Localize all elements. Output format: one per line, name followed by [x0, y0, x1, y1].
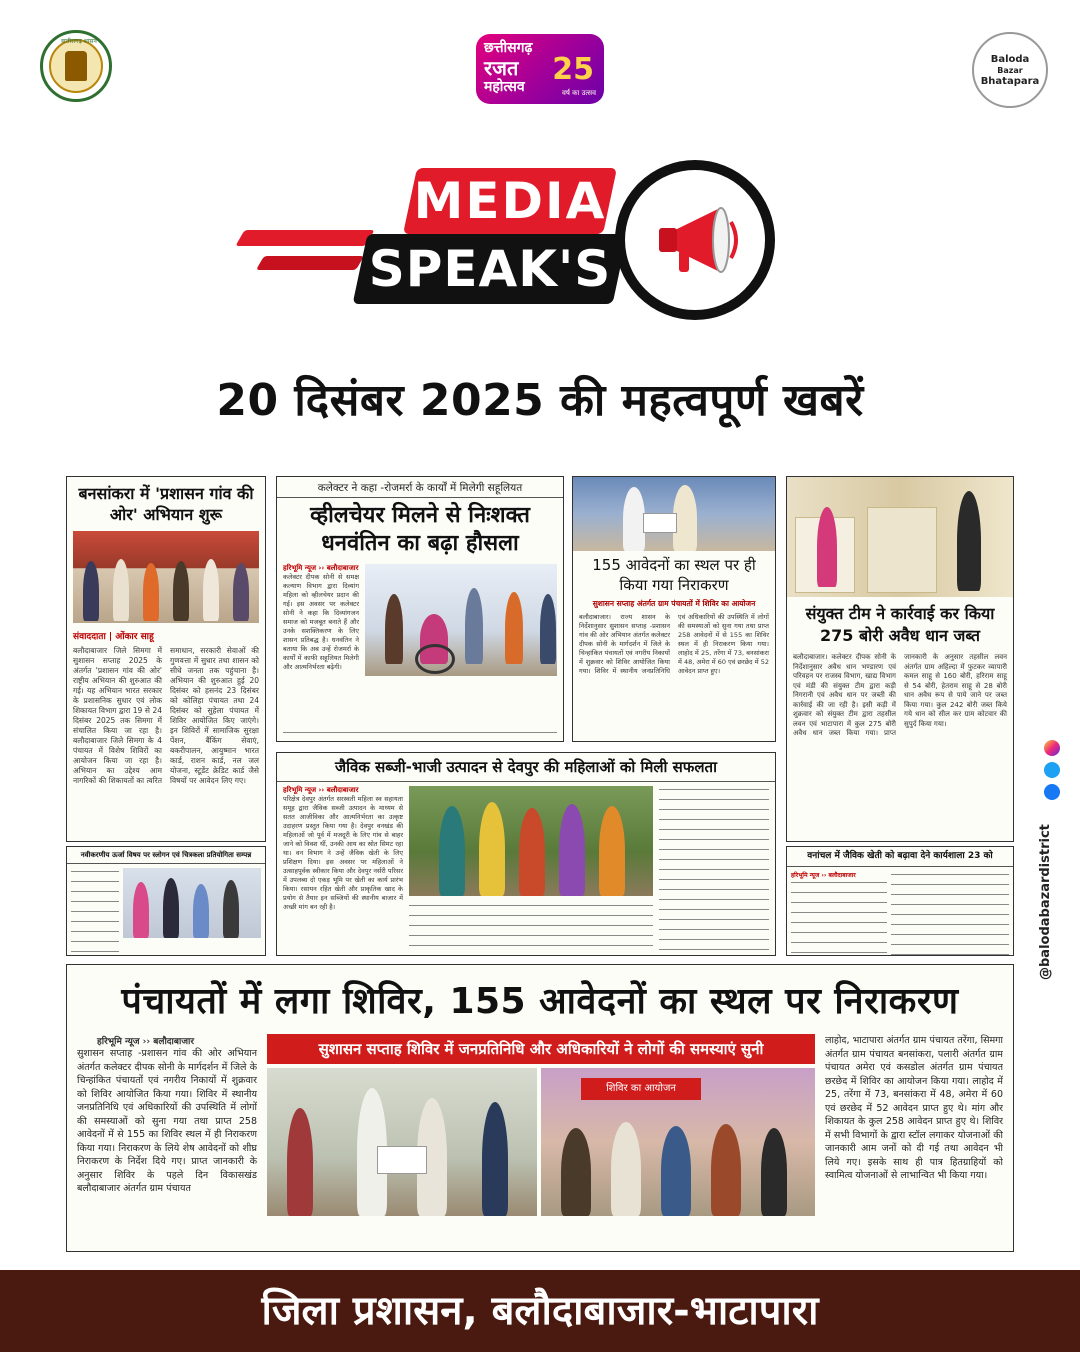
article-organic-vegetables [276, 752, 776, 956]
article-headline: बनसांकरा में 'प्रशासन गांव की ओर' अभियान शुरू [78, 484, 254, 524]
footer-title: जिला प्रशासन, बलौदाबाजार-भाटापारा [0, 1270, 1080, 1352]
article-panchayat-camp [66, 964, 1014, 1252]
article-headline: जैविक सब्जी-भाजी उत्पादन से देवपुर की महिलाओं को मिली सफलता [277, 753, 775, 782]
baloda-bazar-logo [972, 32, 1048, 108]
article-body-right: लाहोद, भाटापारा अंतर्गत ग्राम पंचायत तरेंगा, सिमगा अंतर्गत ग्राम पंचायत बनसांकरा, पलारी अंतर्गत ग्राम पंचायत अमेरा एवं कसडोल अंतर्गत ग्राम पंचायत छरछेद में शिविर का आयोजन किया गया। लाहोद में 25, तरेंगा में 73, बनसांकरा में 48, अमेरा में 60 एवं छरछेद में 52 आवेदन प्राप्त हुए थे। मांग और शिकायत के कुल 258 आवेदन प्राप्त हुए थे। शिविर में सभी विभागों के द्वारा स्टॉल लगाकर योजनाओं की जानकारी आम जनों को दी गई तथा आवेदन भी लिये गए। इसके साथ ही पात्र हितग्राहियों को स्वामित्व योजनाओं से लाभान्वित भी किया गया। [825, 1035, 1003, 1181]
article-photo-right [541, 1068, 815, 1216]
article-headline: संयुक्त टीम ने कार्रवाई कर किया 275 बोरी अवैध धान जब्त [805, 604, 995, 645]
baloda-logo-line3: Bhatapara [980, 75, 1040, 87]
rajat-logo-line1: छत्तीसगढ़ [484, 40, 533, 56]
twitter-icon[interactable] [1044, 762, 1060, 778]
article-body: परिक्षेत्र देवपुर अंतर्गत सरस्वती महिला स्व सहायता समूह द्वारा जैविक सब्जी उत्पादन के माध्यम से सतत आजीविका और आत्मनिर्भरता का उत्कृष्ट उदाहरण प्रस्तुत किया गया है। देवपुर वनखंड की महिलाओं जो पूर्व में मजदूरी के लिए गांव से बाहर जाने को विवश थीं, उनकी आय का स्रोत सिमट रहा था। वन विभाग ने उन्हें जैविक खेती के लिए प्रशिक्षण दिया। इस अवसर पर महिलाओं ने उत्साहपूर्वक स्वीकार किया और देवपुर नर्सरी परिसर में उपलब्ध दो एकड़ भूमि पर खेती का कार्य प्रारंभ किया। रसायन रहित खेती और प्राकृतिक खाद के प्रयोग से तैयार इन सब्जियों की स्थानीय बाजार में अच्छी मांग बन रही है। [283, 795, 403, 911]
article-photo [409, 786, 653, 896]
article-body-lines [409, 902, 653, 956]
article-renewable-competition [66, 846, 266, 956]
rajat-logo-line3: महोत्सव [484, 79, 525, 95]
emblem-icon [49, 39, 103, 93]
article-body-lines [283, 729, 557, 742]
article-headline: व्हीलचेयर मिलने से निःशक्त धनवंतिन का बढ़ा हौसला [310, 503, 530, 556]
baloda-logo-line2: Bazar [997, 65, 1023, 75]
article-photo [123, 868, 261, 938]
facebook-icon[interactable] [1044, 784, 1060, 800]
article-body: बलौदाबाजार। कलेक्टर दीपक सोनी के निर्देशानुसार अवैध धान भण्डारण एवं परिवहन पर राजस्व विभाग, खाद्य विभाग एवं मंडी की संयुक्त टीम द्वारा कड़ी निगरानी एवं अवैध धान पर जब्ती की कार्रवाई की जा रही है। इसी कड़ी में शुक्रवार को संयुक्त टीम द्वारा तहसील लवन एवं भाटापारा में कुल 275 बोरी अवैध धान जब्त किया गया। प्राप्त जानकारी के अनुसार तहसील लवन अंतर्गत ग्राम अहिल्दा में फुटकर व्यापारी कमल साहू से 160 बोरी, हरिराम साहू से 54 बोरी, हेतराम साहू से 28 बोरी धान अवैध रूप से पाये जाने पर जब्त किया गया। कुल 242 बोरी जब्त किये गये धान को सील कर ग्राम कोटवार की सुपुर्द किया गया। [793, 653, 1007, 737]
social-handle[interactable]: @balodabazardistrict [1038, 824, 1053, 980]
rajat-logo-tagline: वर्ष का उत्सव [561, 89, 596, 97]
banner-word-media: MEDIA [413, 172, 607, 230]
article-byline: हरिभूमि न्यूज ›› बलौदाबाजार [97, 1037, 195, 1047]
article-photo [73, 531, 259, 623]
instagram-icon[interactable] [1044, 740, 1060, 756]
article-photo [573, 477, 775, 551]
rajat-logo-number: 25 [552, 52, 594, 87]
article-illegal-paddy [786, 476, 1014, 842]
baloda-logo-line1: Baloda [990, 53, 1030, 65]
article-body-lines [891, 871, 1009, 956]
article-headline: पंचायतों में लगा शिविर, 155 आवेदनों का स्थल पर निराकरण [121, 981, 959, 1022]
article-strip: सुशासन सप्ताह शिविर में जनप्रतिनिधि और अधिकारियों ने लोगों की समस्याएं सुनी [267, 1034, 815, 1064]
article-headline: वनांचल में जैविक खेती को बढ़ावा देने कार्यशाला 23 को [787, 847, 1013, 867]
social-sidebar [1040, 740, 1064, 980]
camp-sign: शिविर का आयोजन [581, 1078, 701, 1100]
rajat-logo-line2: रजत [484, 56, 519, 80]
article-155-applications [572, 476, 776, 742]
article-headline: नवीकरणीय ऊर्जा विषय पर स्लोगन एवं चित्रकला प्रतियोगिता सम्पन्न [67, 847, 265, 864]
article-body-lines [71, 868, 119, 952]
article-body-left: सुशासन सप्ताह -प्रशासन गांव की ओर अभियान अंतर्गत कलेक्टर दीपक सोनी के मार्गदर्शन में जिले के चिन्हांकित पंचायतों एवं नगरीय निकायों में शुक्रवार को शिविर आयोजित किया गया। शिविर में स्थानीय जनप्रतिनिधि एवं अधिकारियों की उपस्थिति में लोगों की समस्याओं को सुना गया तथा प्राप्त 258 आवेदनों में से 155 का शिविर स्थल में ही निराकरण किया गया। निराकरण के लिये शेष आवेदनों को शीघ्र निराकरण के निर्देश दिये गए। प्राप्त जानकारी के अनुसार शिविर के पहले दिन विकासखंड बलौदाबाजार अंतर्गत ग्राम पंचायत [77, 1048, 257, 1194]
speed-line-decoration [256, 256, 364, 270]
banner-word-speaks: SPEAK'S [368, 240, 612, 298]
article-headline: 155 आवेदनों का स्थल पर ही किया गया निराकरण [592, 556, 756, 594]
cg-government-logo [40, 30, 112, 102]
cg-government-logo-text: छत्तीसगढ़ शासन [61, 38, 97, 45]
article-body: कलेक्टर दीपक सोनी से समक्ष कल्याण विभाग द्वारा दिव्यांग महिला को व्हीलचेयर प्रदान की गई। इस अवसर पर कलेक्टर सोनी ने कहा कि दिव्यांगजन समाज को मजबूत बनाते हैं और उनके सशक्तिकरण के लिए शासन प्रतिबद्ध है। धनवंतिन ने बताया कि अब उन्हें रोजमर्रा के कार्यों में काफी सहूलियत मिलेगी और आत्मनिर्भरता बढ़ेगी। [283, 573, 359, 671]
article-photo-left [267, 1068, 537, 1216]
media-speaks-banner [300, 160, 780, 320]
article-byline: हरिभूमि न्यूज ›› बलौदाबाजार [791, 872, 856, 879]
rajat-mahotsav-logo [476, 34, 604, 104]
date-heading: 20 दिसंबर 2025 की महत्वपूर्ण खबरें [216, 375, 864, 426]
megaphone-icon [645, 200, 745, 280]
article-body-lines [659, 786, 769, 956]
article-photo [365, 564, 557, 676]
article-body: बलौदाबाजार जिले सिमगा में सुशासन सप्ताह 2025 के अंतर्गत 'प्रशासन गांव की ओर' राष्ट्रीय अभियान की शुरुआत की गई। यह अभियान भारत सरकार के प्रशासनिक सुधार एवं लोक शिकायत विभाग द्वारा 19 से 24 दिसंबर 2025 तक सिमगा में संचालित किया जा रहा है। बलौदाबाजार जिले सिमगा के 4 पंचायत में विशेष शिविरों का आयोजन किया जा रहा है। अभियान का उद्देश्य आम नागरिकों की शिकायतों का त्वरित समाधान, सरकारी सेवाओं की गुणवत्ता में सुधार तथा शासन को सीधे जनता तक पहुंचाना है। अभियान की शुरुआत हुई 20 दिसंबर को हसनंद 23 दिसंबर को कोलिहा पंचायत तथा 24 दिसंबर को सुहेला पंचायत में शिविर आयोजित किए जाएंगे। इन शिविरों में सामाजिक सुरक्षा पेंशन, बैंकिंग सेवाएं, बकरीपालन, आयुष्मान भारत कार्ड, राशन कार्ड, नल जल योजना, स्टूडेंट क्रेडिट कार्ड जैसे विषयों पर आवेदन लिए गए। [73, 646, 259, 785]
article-banskara-campaign [66, 476, 266, 842]
article-body: बलौदाबाजार। राज्य शासन के निर्देशानुसार सुशासन सप्ताह -प्रशासन गांव की ओर अभियान अंतर्गत कलेक्टर दीपक सोनी के मार्गदर्शन में जिले के चिन्हांकित पंचायतों एवं नगरीय निकायों में शुक्रवार को शिविर आयोजित किया गया। शिविर में स्थानीय जनप्रतिनिधि एवं अधिकारियों की उपस्थिति में लोगों की समस्याओं को सुना गया तथा प्राप्त 258 आवेदनों में से 155 का शिविर स्थल में ही निराकरण किया गया। लाहोद में 25, तरेंगा में 73, बनसांकरा में 48, अमेरा में 60 एवं छरछेद में 52 आवेदन प्राप्त हुए। [579, 613, 769, 675]
article-kicker: सुशासन सप्ताह अंतर्गत ग्राम पंचायतों में शिविर का आयोजन [592, 599, 756, 608]
article-wheelchair [276, 476, 564, 742]
article-organic-workshop [786, 846, 1014, 956]
speed-line-decoration [235, 230, 374, 246]
article-body-lines [791, 879, 887, 955]
article-byline: संवाददाता | ओंकार साहू [73, 632, 154, 642]
article-byline: हरिभूमि न्यूज ›› बलौदाबाजार [283, 786, 359, 794]
article-byline: हरिभूमि न्यूज ›› बलौदाबाजार [283, 564, 359, 572]
article-kicker: कलेक्टर ने कहा -रोजमर्रा के कार्यों में मिलेगी सहूलियत [277, 477, 563, 498]
article-photo [787, 477, 1013, 597]
